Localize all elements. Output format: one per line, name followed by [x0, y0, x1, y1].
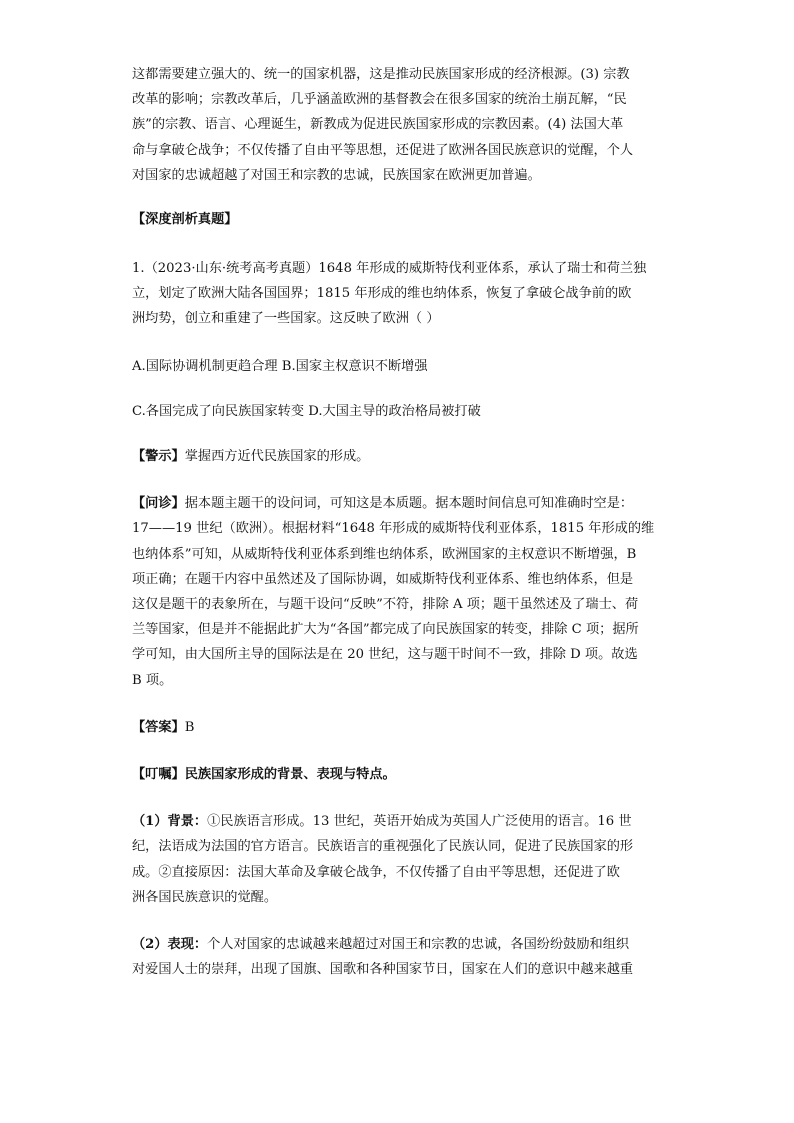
- background-label: （1）背景：: [132, 814, 208, 830]
- analysis-paragraph: [132, 491, 662, 693]
- performance-label: （2）表现：: [132, 937, 208, 953]
- question-line: 1.（2023·山东·统考高考真题）1648 年形成的威斯特伐利亚体系，承认了瑞士和荷兰独: [132, 261, 647, 277]
- intro-line: 这都需要建立强大的、统一的国家机器，这是推动民族国家形成的经济根源。(3) 宗教: [132, 67, 630, 82]
- analysis-line: 这仅是题干的表象所在，与题干设问“反映”不符，排除 A 项；题干虽然述及了瑞士、荷: [132, 597, 639, 613]
- intro-line: 族”的宗教、语言、心理诞生，新教成为促进民族国家形成的宗教因素。(4) 法国大革: [132, 117, 624, 133]
- analysis-label: 【问诊】: [132, 496, 185, 512]
- hint-label: 【警示】: [132, 449, 185, 465]
- reminder-text: 民族国家形成的背景、表现与特点。: [184, 767, 396, 783]
- performance-line: 对爱国人士的崇拜，出现了国旗、国歌和各种国家节日，国家在人们的意识中越来越重: [132, 962, 634, 978]
- analysis-line: 17——19 世纪（欧洲）。根据材料“1648 年形成的威斯特伐利亚体系，1815 年形成的维: [132, 521, 655, 537]
- background-line: 纪，法语成为法国的官方语言。民族语言的重视强化了民族认同，促进了民族国家的形: [132, 839, 634, 855]
- answer-paragraph: [132, 715, 662, 740]
- performance-line: [132, 932, 662, 957]
- background-line: 成。②直接原因：法国大革命及拿破仑战争，不仅传播了自由平等思想，还促进了欧: [132, 864, 620, 880]
- performance-text: 个人对国家的忠诚越来越超过对国王和宗教的忠诚，各国纷纷鼓励和组织: [207, 937, 630, 953]
- background-text: ①民族语言形成。13 世纪，英语开始成为英国人广泛使用的语言。16 世: [207, 814, 632, 830]
- intro-line: 命与拿破仑战争；不仅传播了自由平等思想，还促进了欧洲各国民族意识的觉醒，个人: [132, 142, 634, 158]
- analysis-line: 兰等国家，但是并不能据此扩大为“各国”都完成了向民族国家的转变，排除 C 项；据所: [132, 622, 639, 638]
- background-line: [132, 809, 662, 834]
- question-stem: [132, 256, 662, 332]
- intro-paragraph: [132, 62, 662, 188]
- performance-paragraph: [132, 932, 662, 982]
- question-line: 洲均势，创立和重建了一些国家。这反映了欧洲（ ）: [132, 311, 440, 327]
- question-options-cd: C.各国完成了向民族国家转变 D.大国主导的政治格局被打破: [132, 403, 481, 419]
- intro-line: 改革的影响；宗教改革后，几乎涵盖欧洲的基督教会在很多国家的统治土崩瓦解，“民: [132, 92, 627, 108]
- analysis-line: 项正确；在题干内容中虽然述及了国际协调，如威斯特伐利亚体系、维也纳体系，但是: [132, 571, 634, 587]
- answer-text: B: [184, 719, 195, 735]
- analysis-line: 学可知，由大国所主导的国际法是在 20 世纪，这与题干时间不一致，排除 D 项。故选: [132, 647, 638, 663]
- reminder-paragraph: [132, 762, 662, 787]
- background-line: 洲各国民族意识的觉醒。: [132, 889, 278, 905]
- question-options-ab: A.国际协调机制更趋合理 B.国家主权意识不断增强: [132, 358, 428, 374]
- background-paragraph: [132, 809, 662, 910]
- section-heading: 【深度剖析真题】: [132, 212, 238, 228]
- analysis-line: [132, 491, 662, 516]
- hint-paragraph: [132, 444, 662, 469]
- answer-label: 【答案】: [132, 719, 185, 735]
- document-page: [132, 62, 662, 1004]
- analysis-text: 据本题主题干的设问词，可知这是本质题。据本题时间信息可知准确时空是：: [184, 496, 634, 512]
- analysis-line: B 项。: [132, 672, 173, 688]
- hint-text: 掌握西方近代民族国家的形成。: [184, 449, 370, 465]
- question-line: 立，划定了欧洲大陆各国国界；1815 年形成的维也纳体系，恢复了拿破仑战争前的欧: [132, 286, 632, 302]
- intro-line: 对国家的忠诚超越了对国王和宗教的忠诚，民族国家在欧洲更加普遍。: [132, 167, 541, 183]
- reminder-label: 【叮嘱】: [132, 767, 185, 783]
- analysis-line: 也纳体系”可知，从威斯特伐利亚体系到维也纳体系，欧洲国家的主权意识不断增强，B: [132, 546, 637, 562]
